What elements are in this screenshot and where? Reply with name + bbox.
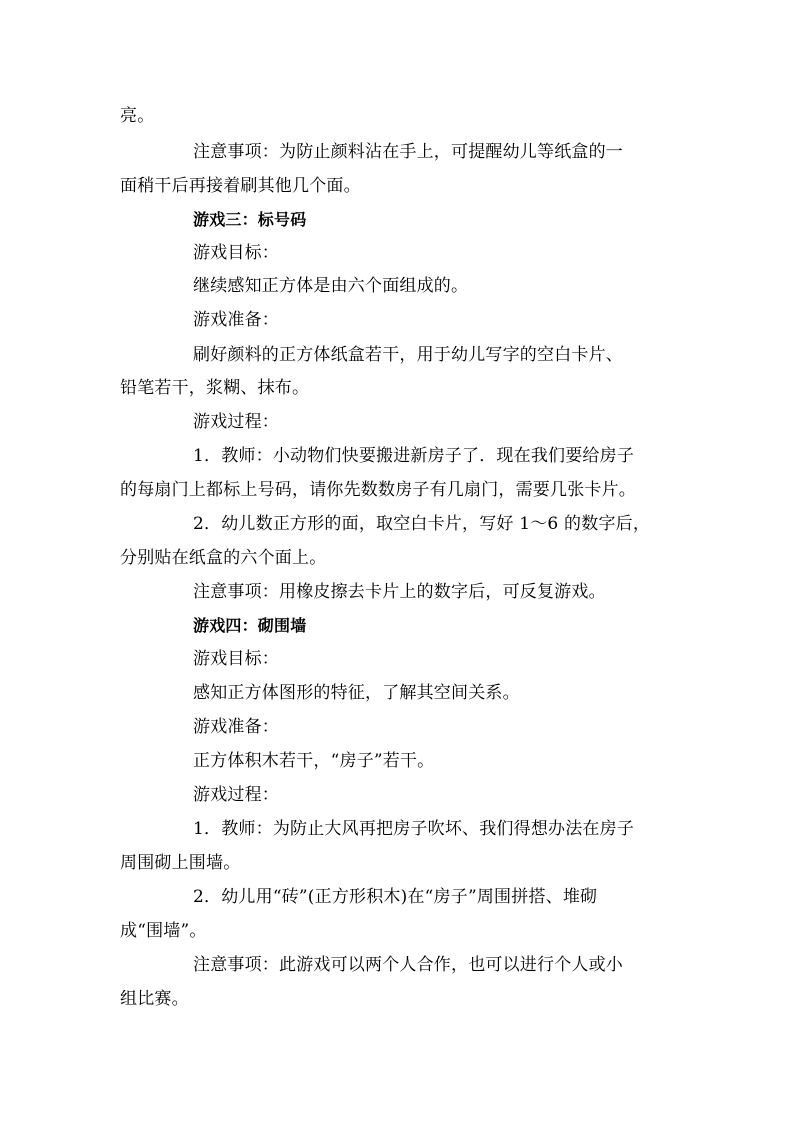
- section-heading: 游戏三：标号码: [193, 210, 307, 229]
- text-line: 游戏过程：: [193, 412, 279, 432]
- text-line: 面稍干后再接着刷其他几个面。: [120, 176, 361, 196]
- text-line: 的每扇门上都标上号码，请你先数数房子有几扇门，需要几张卡片。: [120, 480, 636, 500]
- text-line: 2．幼儿用“砖”(正方形积木)在“房子”周围拼搭、堆砌: [193, 887, 598, 907]
- text-line: 铅笔若干，浆糊、抹布。: [120, 378, 310, 398]
- text-line: 游戏目标：: [193, 649, 279, 669]
- section-heading: 游戏四：砌围墙: [193, 616, 307, 635]
- text-line: 继续感知正方体是由六个面组成的。: [193, 276, 469, 296]
- text-line: 游戏过程：: [193, 785, 279, 805]
- text-line: 2．幼儿数正方形的面，取空白卡片，写好 1～6 的数字后，: [193, 514, 651, 534]
- text-line: 成“围墙”。: [120, 921, 207, 941]
- text-line: 注意事项：此游戏可以两个人合作，也可以进行个人或小: [193, 955, 623, 975]
- text-line: 周围砌上围墙。: [120, 853, 241, 873]
- text-line: 刷好颜料的正方体纸盒若干，用于幼儿写字的空白卡片、: [193, 345, 623, 365]
- text-line: 注意事项：为防止颜料沾在手上，可提醒幼儿等纸盒的一: [193, 142, 623, 162]
- text-line: 感知正方体图形的特征，了解其空间关系。: [193, 683, 520, 703]
- text-line: 1．教师：小动物们快要搬进新房子了．现在我们要给房子: [193, 446, 635, 466]
- text-line: 注意事项：用橡皮擦去卡片上的数字后，可反复游戏。: [193, 582, 606, 602]
- text-line: 游戏准备：: [193, 717, 279, 737]
- text-line: 游戏目标：: [193, 243, 279, 263]
- text-line: 分别贴在纸盒的六个面上。: [120, 548, 327, 568]
- text-line: 组比赛。: [120, 989, 189, 1009]
- text-line: 亮。: [120, 106, 155, 126]
- text-line: 游戏准备：: [193, 310, 279, 330]
- text-line: 1．教师：为防止大风再把房子吹坏、我们得想办法在房子: [193, 819, 635, 839]
- text-line: 正方体积木若干，“房子”若干。: [193, 751, 435, 771]
